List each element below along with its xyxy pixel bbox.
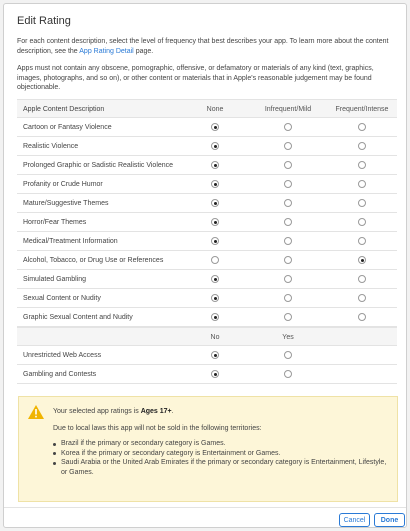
row-label: Sexual Content or Nudity (23, 295, 101, 302)
footer-divider (4, 507, 406, 508)
territory-item: Saudi Arabia or the United Arab Emirates if the primary or secondary category is Entertainment, Lifestyle, or Games. (53, 458, 393, 477)
territory-item: Korea if the primary or secondary category is Entertainment or Games. (53, 449, 393, 459)
table-row (17, 270, 397, 289)
rating-radio[interactable] (284, 294, 292, 302)
row-label: Graphic Sexual Content and Nudity (23, 314, 133, 321)
table-row (17, 118, 397, 137)
rating-radio[interactable] (211, 237, 219, 245)
row-label: Horror/Fear Themes (23, 219, 87, 226)
table-row (17, 346, 397, 365)
row-label: Alcohol, Tobacco, or Drug Use or References (23, 257, 164, 264)
done-button[interactable]: Done (374, 513, 405, 527)
rating-radio[interactable] (284, 237, 292, 245)
table-row (17, 213, 397, 232)
row-label: Unrestricted Web Access (23, 352, 102, 359)
rating-radio[interactable] (284, 275, 292, 283)
header-no: No (210, 334, 220, 341)
edit-rating-dialog (3, 3, 407, 528)
table-row (17, 175, 397, 194)
objectionable-content-warning: Apps must not contain any obscene, pornographic, offensive, or defamatory or materials of any kind (text, graphics, images, photographs, and so on), or other content or materials that in Apple's reasonable judgement may be found objectionable. (17, 65, 374, 91)
dialog-title: Edit Rating (17, 15, 71, 27)
rating-summary-start: Your selected app ratings is (53, 408, 141, 415)
rating-radio[interactable] (211, 256, 219, 264)
table-row (17, 194, 397, 213)
rating-radio[interactable] (358, 161, 366, 169)
rating-radio[interactable] (211, 142, 219, 150)
rating-radio[interactable] (211, 313, 219, 321)
rating-radio[interactable] (358, 142, 366, 150)
cancel-button[interactable]: Cancel (339, 513, 370, 527)
warning-icon (28, 405, 44, 419)
rating-radio[interactable] (358, 313, 366, 321)
table-header (17, 99, 397, 118)
intro-text (17, 37, 397, 56)
rating-radio[interactable] (358, 180, 366, 188)
yes-no-rows (17, 346, 397, 384)
header-mild: Infrequent/Mild (264, 106, 312, 113)
row-label: Realistic Violence (23, 143, 79, 150)
rating-radio[interactable] (358, 237, 366, 245)
table-header-yes-no (17, 327, 397, 346)
territory-notice: Due to local laws this app will not be sold in the following territories: (53, 425, 262, 432)
content-rating-table (17, 99, 397, 384)
row-label: Simulated Gambling (23, 276, 87, 283)
frequency-rows (17, 118, 397, 327)
row-label: Mature/Suggestive Themes (23, 200, 109, 207)
rating-radio[interactable] (211, 370, 219, 378)
header-yes: Yes (282, 334, 294, 341)
rating-radio[interactable] (211, 161, 219, 169)
table-row (17, 232, 397, 251)
table-row (17, 251, 397, 270)
rating-radio[interactable] (211, 351, 219, 359)
rating-radio[interactable] (284, 142, 292, 150)
rating-radio[interactable] (284, 313, 292, 321)
rating-radio[interactable] (358, 123, 366, 131)
rating-summary (53, 408, 174, 415)
rating-radio[interactable] (358, 256, 366, 264)
rating-value: Ages 17+ (140, 408, 172, 415)
rating-summary-end: . (171, 408, 174, 415)
rating-radio[interactable] (211, 123, 219, 131)
rating-radio[interactable] (284, 370, 292, 378)
rating-radio[interactable] (358, 199, 366, 207)
rating-radio[interactable] (284, 351, 292, 359)
row-label: Prolonged Graphic or Sadistic Realistic Violence (23, 162, 174, 169)
rating-radio[interactable] (284, 123, 292, 131)
rating-radio[interactable] (284, 218, 292, 226)
rating-radio[interactable] (284, 256, 292, 264)
rating-radio[interactable] (358, 294, 366, 302)
intro-text-end: page. (133, 47, 154, 55)
rating-radio[interactable] (211, 294, 219, 302)
header-description: Apple Content Description (23, 106, 105, 113)
intro-text-start: For each content description, select the level of frequency that best describes your app. To learn more about the content description, see the (17, 38, 389, 55)
territory-list (53, 439, 393, 477)
app-rating-detail-link[interactable]: App Rating Detail (79, 47, 134, 55)
table-row (17, 365, 397, 384)
rating-radio[interactable] (211, 180, 219, 188)
table-row (17, 156, 397, 175)
rating-radio[interactable] (358, 275, 366, 283)
header-intense: Frequent/Intense (335, 106, 389, 113)
rating-radio[interactable] (358, 218, 366, 226)
row-label: Profanity or Crude Humor (23, 181, 103, 188)
rating-radio[interactable] (284, 161, 292, 169)
age-rating-alert (18, 396, 398, 502)
row-label: Gambling and Contests (23, 371, 97, 378)
table-row (17, 289, 397, 308)
rating-radio[interactable] (211, 275, 219, 283)
rating-radio[interactable] (211, 199, 219, 207)
rating-radio[interactable] (284, 180, 292, 188)
row-label: Cartoon or Fantasy Violence (23, 124, 112, 131)
rating-radio[interactable] (211, 218, 219, 226)
table-row (17, 308, 397, 327)
table-row (17, 137, 397, 156)
row-label: Medical/Treatment Information (23, 238, 118, 245)
header-none: None (206, 106, 224, 113)
territory-item: Brazil if the primary or secondary category is Games. (53, 439, 393, 449)
rating-radio[interactable] (284, 199, 292, 207)
